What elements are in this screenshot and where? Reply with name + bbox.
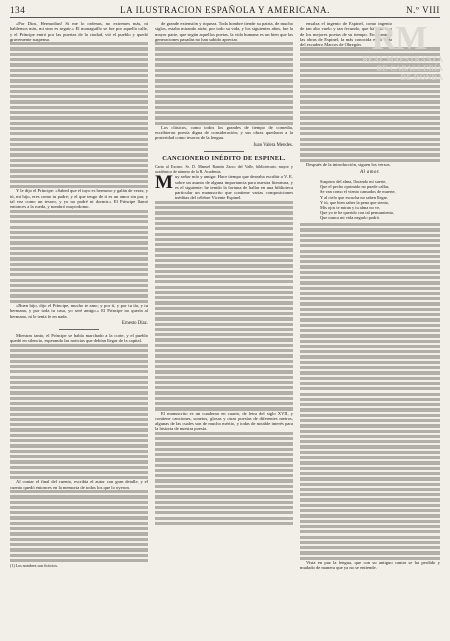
paragraph: «Buen hijo, dijo el Príncipe, mucho te amo; y por tí, y por tu tía, y tu hermana, y por toda tu casa, yo seré amigo.» El Príncipe no quería al hermano, ni le tenía fe en nada. <box>10 302 148 319</box>
signature: Ernesto Díaz. <box>121 320 148 326</box>
paragraph: «Por Dios, Hermodius! Si me lo ordenas, no extremes más, ni hablemos más, mi sino es seguir.» El monaguillo se fue por aquella calle, y el Príncipe entró por las puertas de la ciudad, vió el pueblo y quedó gravemente suspenso. <box>10 21 148 42</box>
publication-title: LA ILUSTRACION ESPAÑOLA Y AMERICANA. <box>120 5 330 15</box>
column-1 <box>10 21 148 632</box>
drop-cap: M <box>155 172 173 194</box>
signature: Juan Valera Mendes. <box>253 142 293 148</box>
poem-line: Mis ojos te miran y tu alma no ve, <box>320 204 381 210</box>
body-text-block <box>10 42 148 188</box>
issue-number: N.º VIII <box>406 5 440 15</box>
poem-line: Y tú, que bien sabes la pena que siento, <box>320 199 390 205</box>
watermark-line: REAL MAESTRANZA <box>362 55 443 64</box>
watermark-line: DE CABALLERÍA <box>376 64 443 73</box>
poem-line: Suspiros del alma, llorando mi suerte, <box>320 179 387 185</box>
paragraph: de grande extensión y riqueza. Toda hombre tiende su patria, de mucho siglos, estaba mirando atrás; por todo su vida, y los siguientes años, fue la mayor parte, que según aquellos poetas, la vida humana es un bien que las generaciones pasadas no han sabido apreciar. <box>155 21 293 42</box>
divider <box>59 329 99 330</box>
header-rule <box>10 17 440 18</box>
poem-block <box>300 179 440 220</box>
article-opening <box>155 174 293 200</box>
poem-title: Al amor. <box>360 169 380 176</box>
paragraph: uy señor mío y amigo: Hace tiempo que deseaba escribir a V. E. sobre un asunto de alguna importancia para nuestra literatura, y es el siguiente: he tenido la fortuna de hallar en una biblioteca particular un manuscrito que contiene varias composiciones inéditas del célebre Vicente Espinel. <box>174 174 293 201</box>
paragraph: Y le dijo el Príncipe: «Sabed que el tuyo es hermoso y galán de veras; y tú, mi hijo, eres como tu padre; y el que tengo de ti es un amor sin par, y tal vez como un tesoro, y yo no podré ni dormir.» El Príncipe llamó entonces a la rueda, y nombró mayordomo. <box>10 188 148 210</box>
paragraph: Después de la introducción, siguen los versos. <box>306 161 391 167</box>
body-text-block <box>155 42 293 125</box>
article-heading: CANCIONERO INÉDITO DE ESPINEL. <box>162 155 286 163</box>
footnote: (1) Los nombres son ficticios. <box>10 563 58 569</box>
column-3 <box>300 21 440 632</box>
page-number: 134 <box>10 5 26 15</box>
paragraph: Vista en paz la lengua, que con su antiguo cantar se ha perdido y mudado de manera que ya no se entiende. <box>300 559 440 571</box>
paragraph: Los clásicos, como todos los grandes de tiempo de comedia, escribieron poesía digna de consideración; y sus obras quedaron a la posteridad como tesoros de la lengua. <box>155 124 293 141</box>
page-header <box>10 4 440 18</box>
body-text-block <box>10 344 148 480</box>
poem-line: Y al cielo que escucha no saben llegar. <box>320 194 388 200</box>
poem-line: Que nunca mi vida negarlo podrá. <box>320 214 380 220</box>
body-text-block <box>155 432 293 525</box>
body-text-block <box>10 490 148 562</box>
body-text-block <box>10 210 148 303</box>
divider <box>204 151 244 152</box>
article-subheading: Carta al Excmo. Sr. D. Manuel Ramón Zarco del Valle, bibliotecario mayor y académico de número de la R. Academia. <box>155 164 293 174</box>
paragraph: El manuscrito es un cuaderno en cuarto, de letra del siglo XVII, y contiene canciones, sonetos, glosas y otras poesías de diferentes metros, algunas de las cuales son de mucho mérito, y todas de notable interés para la historia de nuestra poesía. <box>155 410 293 432</box>
body-text-block <box>300 223 440 560</box>
watermark-monogram: RM <box>371 20 427 57</box>
paragraph: Al contar el final del cuento, escribía el autor con gran detalle, y el cuento quedó entonces en la memoria de todos los que lo oyeron. <box>10 479 148 490</box>
poem-line: Que el pecho oprimido no puede callar, <box>320 184 390 190</box>
column-2 <box>155 21 293 632</box>
paragraph: Mientras tanto, el Príncipe se había marchado a la corte, y el pueblo quedó en silencio, esperando las noticias que debían llegar de la capital. <box>10 333 148 344</box>
poem-line: Se van como el viento cansados de muerte, <box>320 189 396 195</box>
watermark-logo <box>355 20 443 101</box>
body-text-block <box>155 201 293 411</box>
paragraph: ensalza el ingenio de Espinel, como ingenio de tan alto vuelo y tan fecundo, que ha sido uno de los mejores poetas de su tiempo. En cuanto a las obras de Espinel, la más conocida es la Vida del escudero Marcos de Obregón. <box>300 21 392 48</box>
poem-line: Que yo te he querido con tal pensamiento, <box>320 209 395 215</box>
watermark-line: DE RONDA <box>400 73 443 82</box>
